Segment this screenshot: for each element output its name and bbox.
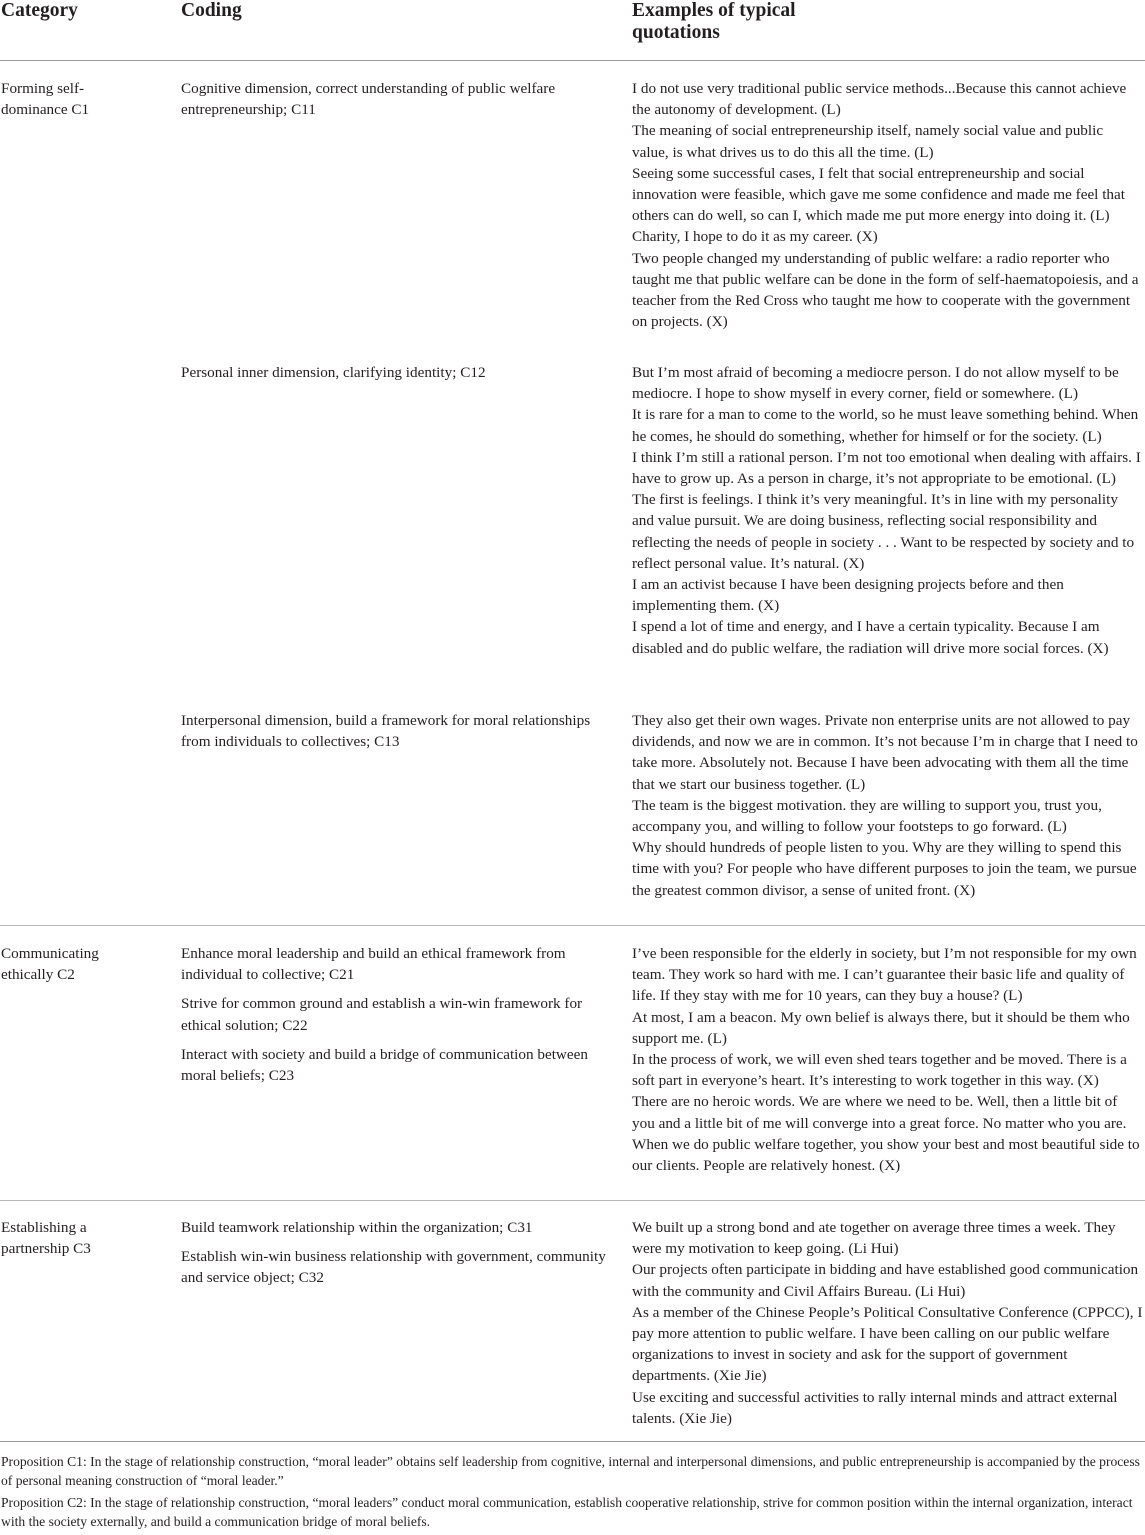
quote: Charity, I hope to do it as my career. (X): [632, 228, 878, 246]
quote: At most, I am a beacon. My own belief is always there, but it should be them who support me. (L): [632, 1008, 1130, 1047]
footnote: Proposition C1: In the stage of relationship construction, “moral leader” obtains self leadership from cognitive, internal and interpersonal dimensions, and public entrepreneurship is accompanied by the process of personal meaning construction of “moral leader.”: [1, 1454, 1140, 1489]
quote: Seeing some successful cases, I felt that social entrepreneurship and social innovation were feasible, which gave me some confidence and made me feel that others can do well, so can I, which made me put more energy into doing it. (L): [632, 164, 1125, 225]
quote: In the process of work, we will even shed tears together and be moved. There is a soft part in everyone’s heart. It’s interesting to work together in this way. (X): [632, 1051, 1127, 1090]
quote: I am an activist because I have been designing projects before and then implementing them. (X): [632, 576, 1064, 615]
quote: Our projects often participate in bidding and have established good communication with the community and Civil Affairs Bureau. (Li Hui): [632, 1261, 1139, 1300]
quote: The meaning of social entrepreneurship itself, namely social value and public value, is what drives us to do this all the time. (L): [632, 122, 1104, 161]
quote: Use exciting and successful activities to rally internal minds and attract external talents. (Xie Jie): [632, 1388, 1118, 1427]
coding-c31: Build teamwork relationship within the organization; C31: [181, 1219, 533, 1236]
quote: I do not use very traditional public service methods...Because this cannot achieve the autonomy of development. (L): [632, 80, 1127, 119]
coding-c32: Establish win-win business relationship with government, community and service object; C32: [181, 1248, 606, 1287]
coding-c23: Interact with society and build a bridge of communication between moral beliefs; C23: [181, 1045, 588, 1085]
quote: Why should hundreds of people listen to you. Why are they willing to spend this time with you? For people who have different purposes to join the team, we pursue the greatest common divisor, a sense of united front. (X): [632, 839, 1137, 899]
quotes-c11: [632, 78, 1143, 332]
header-rule: [0, 60, 1145, 61]
quotes-c13: [632, 710, 1143, 901]
category-c1: Forming self-dominance C1: [1, 80, 90, 119]
quote: We built up a strong bond and ate together on average three times a week. They were my motivation to keep going. (Li Hui): [632, 1219, 1116, 1258]
quote: I’ve been responsible for the elderly in society, but I’m not responsible for my own team. They work so hard with me. I can’t guarantee their basic life and quality of life. If they stay with me for 10 years, can they buy a house? (L): [632, 945, 1137, 1005]
row-rule: [0, 925, 1145, 926]
category-c2: Communicating ethically C2: [1, 945, 99, 984]
header-category: Category: [1, 0, 78, 21]
header-examples: Examples of typical quotations: [632, 0, 796, 43]
codings-c3: [181, 1217, 616, 1297]
quote: It is rare for a man to come to the world, so he must leave something behind. When he comes, he should do something, whether for himself or for the society. (L): [632, 406, 1139, 445]
quote: I think I’m still a rational person. I’m not too emotional when dealing with affairs. I have to grow up. As a person in charge, it’s not appropriate to be emotional. (L): [632, 448, 1141, 488]
coding-c21: Enhance moral leadership and build an ethical framework from individual to collective; C21: [181, 945, 566, 984]
footnote: Proposition C2: In the stage of relationship construction, “moral leaders” conduct moral communication, establish cooperative relationship, strive for common position within the internal organization, interact with the society externally, and build a communication bridge of moral beliefs.: [1, 1494, 1133, 1530]
quotes-c2: [632, 943, 1143, 1176]
quote: I spend a lot of time and energy, and I have a certain typicality. Because I am disabled and do public welfare, the radiation will drive more social forces. (X): [632, 618, 1109, 657]
coding-c22: Strive for common ground and establish a win-win framework for ethical solution; C22: [181, 995, 583, 1034]
header-coding: Coding: [181, 0, 242, 21]
coding-c12: Personal inner dimension, clarifying identity; C12: [181, 364, 486, 381]
quotes-c3: [632, 1217, 1143, 1429]
category-c3: Establishing a partnership C3: [1, 1219, 91, 1258]
row-rule: [0, 1200, 1145, 1201]
table-bottom-rule: [0, 1441, 1145, 1442]
quotes-c12: [632, 362, 1143, 659]
quote: But I’m most afraid of becoming a mediocre person. I do not allow myself to be mediocre. I hope to show myself in every corner, field or somewhere. (L): [632, 364, 1119, 403]
quote: The team is the biggest motivation. they are willing to support you, trust you, accompany you, and willing to follow your footsteps to go forward. (L): [632, 796, 1102, 836]
footnotes: [1, 1452, 1143, 1534]
coding-c13: Interpersonal dimension, build a framework for moral relationships from individuals to collectives; C13: [181, 712, 591, 751]
quote: Two people changed my understanding of public welfare: a radio reporter who taught me that public welfare can be done in the form of self-haematopoiesis, and a teacher from the Red Cross who taught me how to cooperate with the government on projects. (X): [632, 249, 1139, 331]
quote: As a member of the Chinese People’s Political Consultative Conference (CPPCC), I pay more attention to public welfare. I have been calling on our public welfare organizations to invest in society and ask for the support of government departments. (Xie Jie): [632, 1303, 1143, 1385]
quote: The first is feelings. I think it’s very meaningful. It’s in line with my personality and value pursuit. We are doing business, reflecting social responsibility and reflecting the needs of people in society . . . Want to be respected by society and to reflect personal value. It’s natural. (X): [632, 491, 1135, 572]
codings-c2: [181, 943, 616, 1094]
quote: There are no heroic words. We are where we need to be. Well, then a little bit of you and a little bit of me will converge into a great force. No matter who you are. When we do public welfare together, you show your best and most beautiful side to our clients. People are relatively honest. (X): [632, 1093, 1140, 1175]
coding-c11: Cognitive dimension, correct understanding of public welfare entrepreneurship; C11: [181, 80, 556, 119]
quote: They also get their own wages. Private non enterprise units are not allowed to pay dividends, and now we are in common. It’s not because I’m in charge that I need to take more. Absolutely not. Because I have been advocating with them all the time that we start our business together. (L): [632, 712, 1138, 793]
